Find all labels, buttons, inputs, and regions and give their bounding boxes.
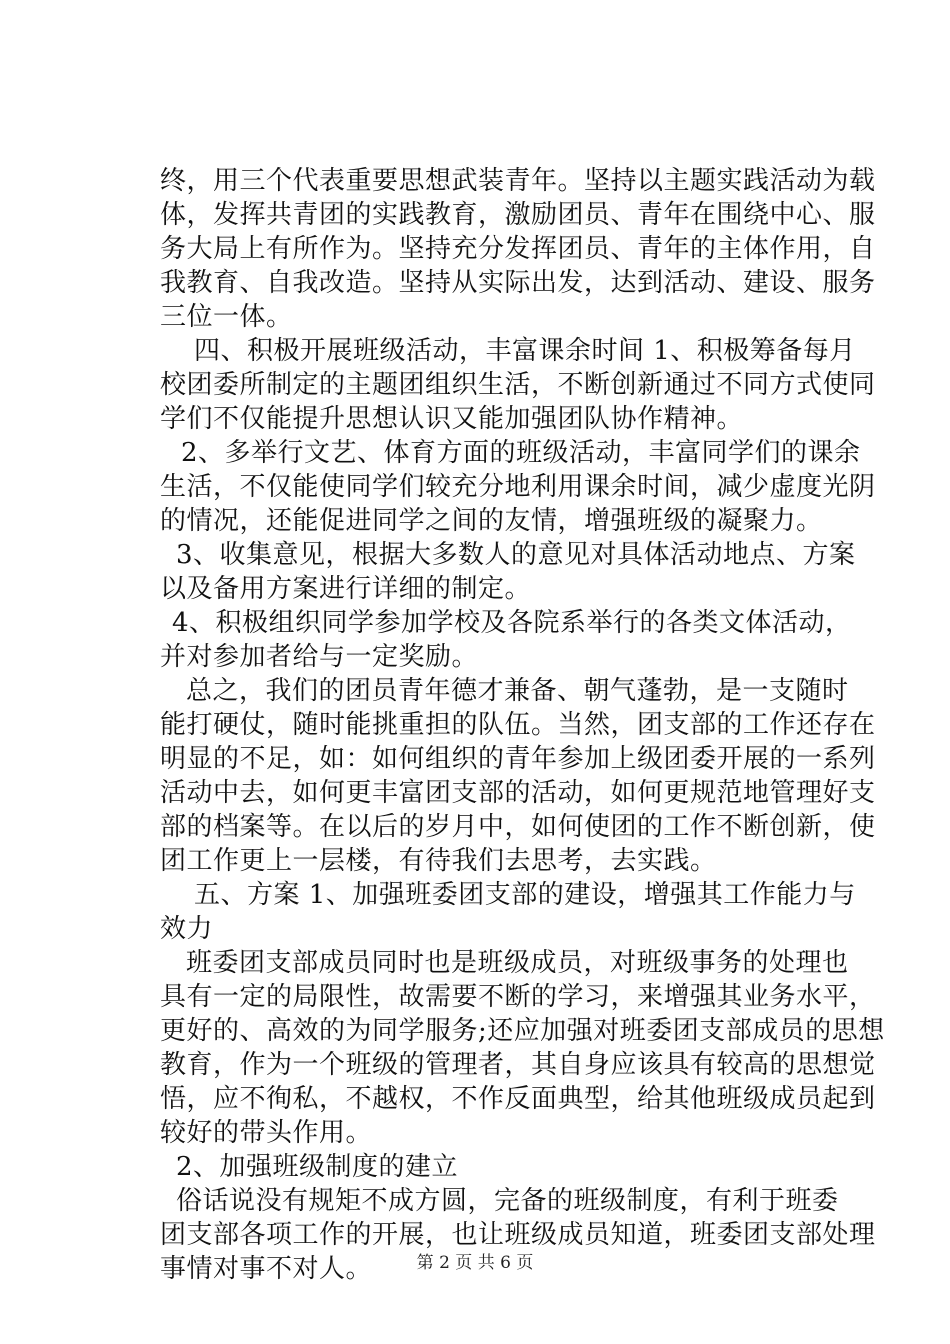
paragraph-start-line: 俗话说没有规矩不成方圆，完备的班级制度，有利于班委 [176, 1186, 839, 1216]
text-line: 团工作更上一层楼，有待我们去思考，去实践。 [160, 846, 717, 876]
list-item-line: 4、积极组织同学参加学校及各院系举行的各类文体活动， [172, 608, 852, 638]
text-line: 学们不仅能提升思想认识又能加强团队协作精神。 [160, 404, 744, 434]
text-line: 较好的带头作用。 [160, 1118, 373, 1148]
text-line: 教育，作为一个班级的管理者，其自身应该具有较高的思想觉 [160, 1050, 876, 1080]
text-line: 活动中去，如何更丰富团支部的活动，如何更规范地管理好支 [160, 778, 876, 808]
list-item-line: 3、收集意见，根据大多数人的意见对具体活动地点、方案 [176, 540, 856, 570]
section-heading-line: 五、方案 1、加强班委团支部的建设，增强其工作能力与 [194, 880, 856, 910]
text-line: 团支部各项工作的开展，也让班级成员知道，班委团支部处理 [160, 1220, 876, 1250]
text-line: 效力 [160, 914, 214, 944]
text-line: 我教育、自我改造。坚持从实际出发，达到活动、建设、服务 [160, 268, 876, 298]
text-line: 事情对事不对人。 [160, 1254, 373, 1284]
text-line: 具有一定的局限性，故需要不断的学习，来增强其业务水平， [160, 982, 876, 1012]
text-line: 更好的、高效的为同学服务;还应加强对班委团支部成员的思想 [160, 1016, 885, 1046]
text-line: 以及备用方案进行详细的制定。 [160, 574, 532, 604]
text-line: 生活，不仅能使同学们较充分地利用课余时间，减少虚度光阴 [160, 472, 876, 502]
text-line: 悟，应不徇私，不越权，不作反面典型，给其他班级成员起到 [160, 1084, 876, 1114]
text-line: 的情况，还能促进同学之间的友情，增强班级的凝聚力。 [160, 506, 823, 536]
text-line: 校团委所制定的主题团组织生活，不断创新通过不同方式使同 [160, 370, 876, 400]
text-line: 务大局上有所作为。坚持充分发挥团员、青年的主体作用，自 [160, 234, 876, 264]
page-number-footer: 第 2 页 共 6 页 [416, 1253, 534, 1273]
paragraph-start-line: 班委团支部成员同时也是班级成员，对班级事务的处理也 [186, 948, 849, 978]
text-line: 明显的不足，如：如何组织的青年参加上级团委开展的一系列 [160, 744, 876, 774]
text-line: 能打硬仗，随时能挑重担的队伍。当然，团支部的工作还存在 [160, 710, 876, 740]
document-body [160, 164, 885, 1286]
text-line: 并对参加者给与一定奖励。 [160, 642, 479, 672]
section-heading-line: 四、积极开展班级活动，丰富课余时间 1、积极筹备每月 [194, 336, 856, 366]
text-line: 终，用三个代表重要思想武装青年。坚持以主题实践活动为载 [160, 166, 876, 196]
text-line: 部的档案等。在以后的岁月中，如何使团的工作不断创新，使 [160, 812, 876, 842]
subheading-line: 2、加强班级制度的建立 [176, 1152, 459, 1182]
text-line: 体，发挥共青团的实践教育，激励团员、青年在围绕中心、服 [160, 200, 876, 230]
paragraph-start-line: 总之，我们的团员青年德才兼备、朝气蓬勃，是一支随时 [186, 676, 849, 706]
list-item-line: 2、多举行文艺、体育方面的班级活动，丰富同学们的课余 [181, 438, 861, 468]
text-line: 三位一体。 [160, 302, 293, 332]
